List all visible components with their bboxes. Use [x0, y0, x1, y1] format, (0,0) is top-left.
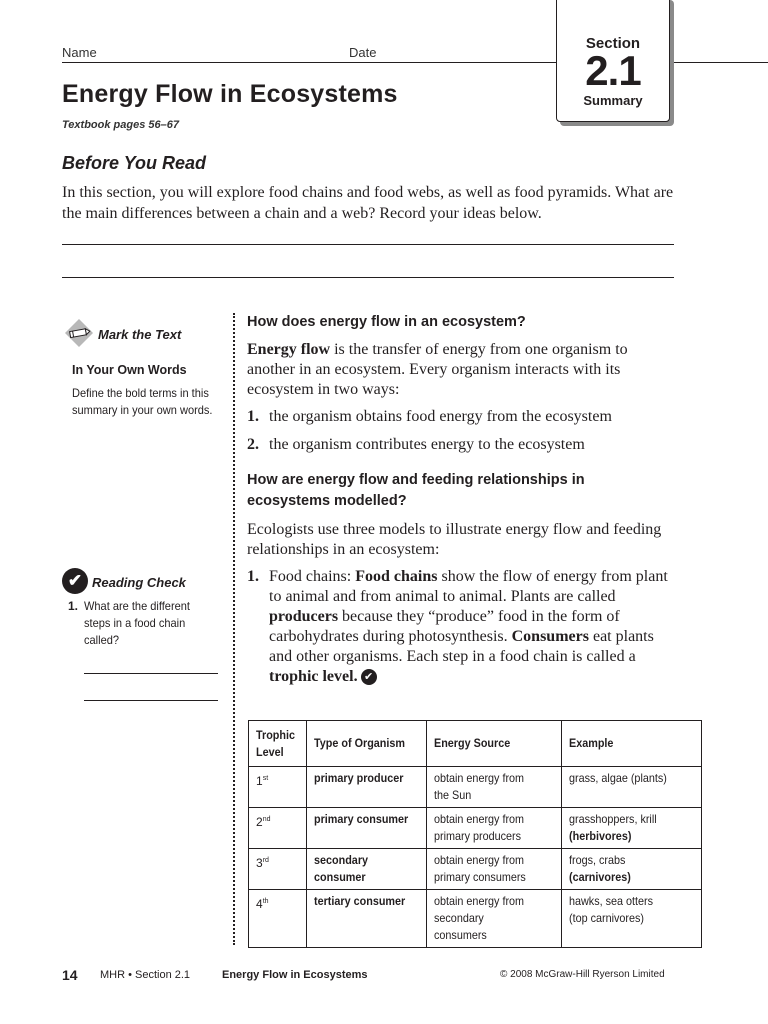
- date-label: Date: [349, 45, 377, 60]
- level-cell: 3rd: [249, 849, 307, 890]
- example-cell: grass, algae (plants): [562, 767, 702, 808]
- column-header: Trophic Level: [249, 721, 307, 767]
- table-row: [249, 849, 702, 890]
- copyright: © 2008 McGraw-Hill Ryerson Limited: [500, 969, 665, 980]
- question-text: What are the different steps in a food chain called?: [84, 599, 190, 647]
- answer-line: [62, 277, 674, 278]
- paragraph-text: is the transfer of energy from one organism to another in an ecosystem. Every organism interacts with its ecosystem in two ways:: [247, 341, 628, 398]
- table-row: [249, 767, 702, 808]
- bold-term: Energy flow: [247, 341, 331, 358]
- page-number: 14: [62, 967, 78, 983]
- level-cell: 4th: [249, 890, 307, 948]
- answer-line[interactable]: [84, 700, 218, 701]
- reading-check-label: Reading Check: [92, 575, 186, 590]
- table-row: [249, 808, 702, 849]
- list-number: 1.: [247, 408, 259, 425]
- section-number: 2.1: [585, 47, 641, 94]
- source-cell: obtain energy from the Sun: [427, 767, 562, 808]
- checkmark-icon: ✔: [361, 669, 377, 685]
- list-text: Food chains: Food chains show the flow of energy from plant to animal and from animal to animal. Plants are called producers because they “produce” food in the form of carbohydrates during photosynthesis. Consumers eat plants and other organisms. Each step in a food chain is called a trophic level. ✔: [269, 568, 668, 685]
- section-label: Section: [585, 35, 641, 52]
- section-heading: How are energy flow and feeding relationships in ecosystems modelled?: [247, 472, 585, 509]
- before-you-read-heading: Before You Read: [62, 153, 207, 173]
- before-you-read-text: In this section, you will explore food chains and food webs, as well as food pyramids. What are the main differences between a chain and a web? Record your ideas below.: [62, 184, 674, 222]
- checkmark-icon: ✔: [62, 568, 88, 594]
- mark-the-text-label: Mark the Text: [98, 327, 182, 342]
- dotted-divider: [233, 313, 235, 945]
- page-title: Energy Flow in Ecosystems: [62, 80, 398, 108]
- column-header: Energy Source: [427, 721, 562, 767]
- example-cell: grasshoppers, krill (herbivores): [562, 808, 702, 849]
- list-text: the organism obtains food energy from the ecosystem: [269, 408, 612, 425]
- source-cell: obtain energy from primary producers: [427, 808, 562, 849]
- level-cell: 1st: [249, 767, 307, 808]
- trophic-level-table: [248, 720, 702, 948]
- section-heading: How does energy flow in an ecosystem?: [247, 314, 526, 330]
- in-your-own-words-heading: In Your Own Words: [72, 363, 187, 377]
- type-cell: primary producer: [307, 767, 427, 808]
- type-cell: secondary consumer: [307, 849, 427, 890]
- mark-the-text-icon: [64, 318, 94, 348]
- footer-section: MHR • Section 2.1: [100, 969, 191, 981]
- textbook-pages: Textbook pages 56–67: [62, 119, 179, 131]
- answer-line: [62, 244, 674, 245]
- list-number: 2.: [247, 436, 259, 453]
- type-cell: tertiary consumer: [307, 890, 427, 948]
- paragraph: Ecologists use three models to illustrate energy flow and feeding relationships in an ecosystem:: [247, 521, 662, 558]
- level-cell: 2nd: [249, 808, 307, 849]
- example-cell: frogs, crabs (carnivores): [562, 849, 702, 890]
- table-header-row: [249, 721, 702, 767]
- source-cell: obtain energy from secondary consumers: [427, 890, 562, 948]
- table-row: [249, 890, 702, 948]
- column-header: Type of Organism: [307, 721, 427, 767]
- footer-title: Energy Flow in Ecosystems: [222, 969, 368, 981]
- example-cell: hawks, sea otters (top carnivores): [562, 890, 702, 948]
- section-type: Summary: [583, 93, 643, 108]
- answer-line[interactable]: [84, 673, 218, 674]
- type-cell: primary consumer: [307, 808, 427, 849]
- column-header: Example: [562, 721, 702, 767]
- question-number: 1.: [68, 599, 79, 613]
- name-label: Name: [62, 45, 97, 60]
- list-number: 1.: [247, 568, 259, 585]
- in-your-own-words-text: Define the bold terms in this summary in your own words.: [72, 386, 213, 417]
- section-badge: [556, 0, 670, 122]
- list-text: the organism contributes energy to the ecosystem: [269, 436, 585, 453]
- paragraph: [247, 340, 667, 400]
- source-cell: obtain energy from primary consumers: [427, 849, 562, 890]
